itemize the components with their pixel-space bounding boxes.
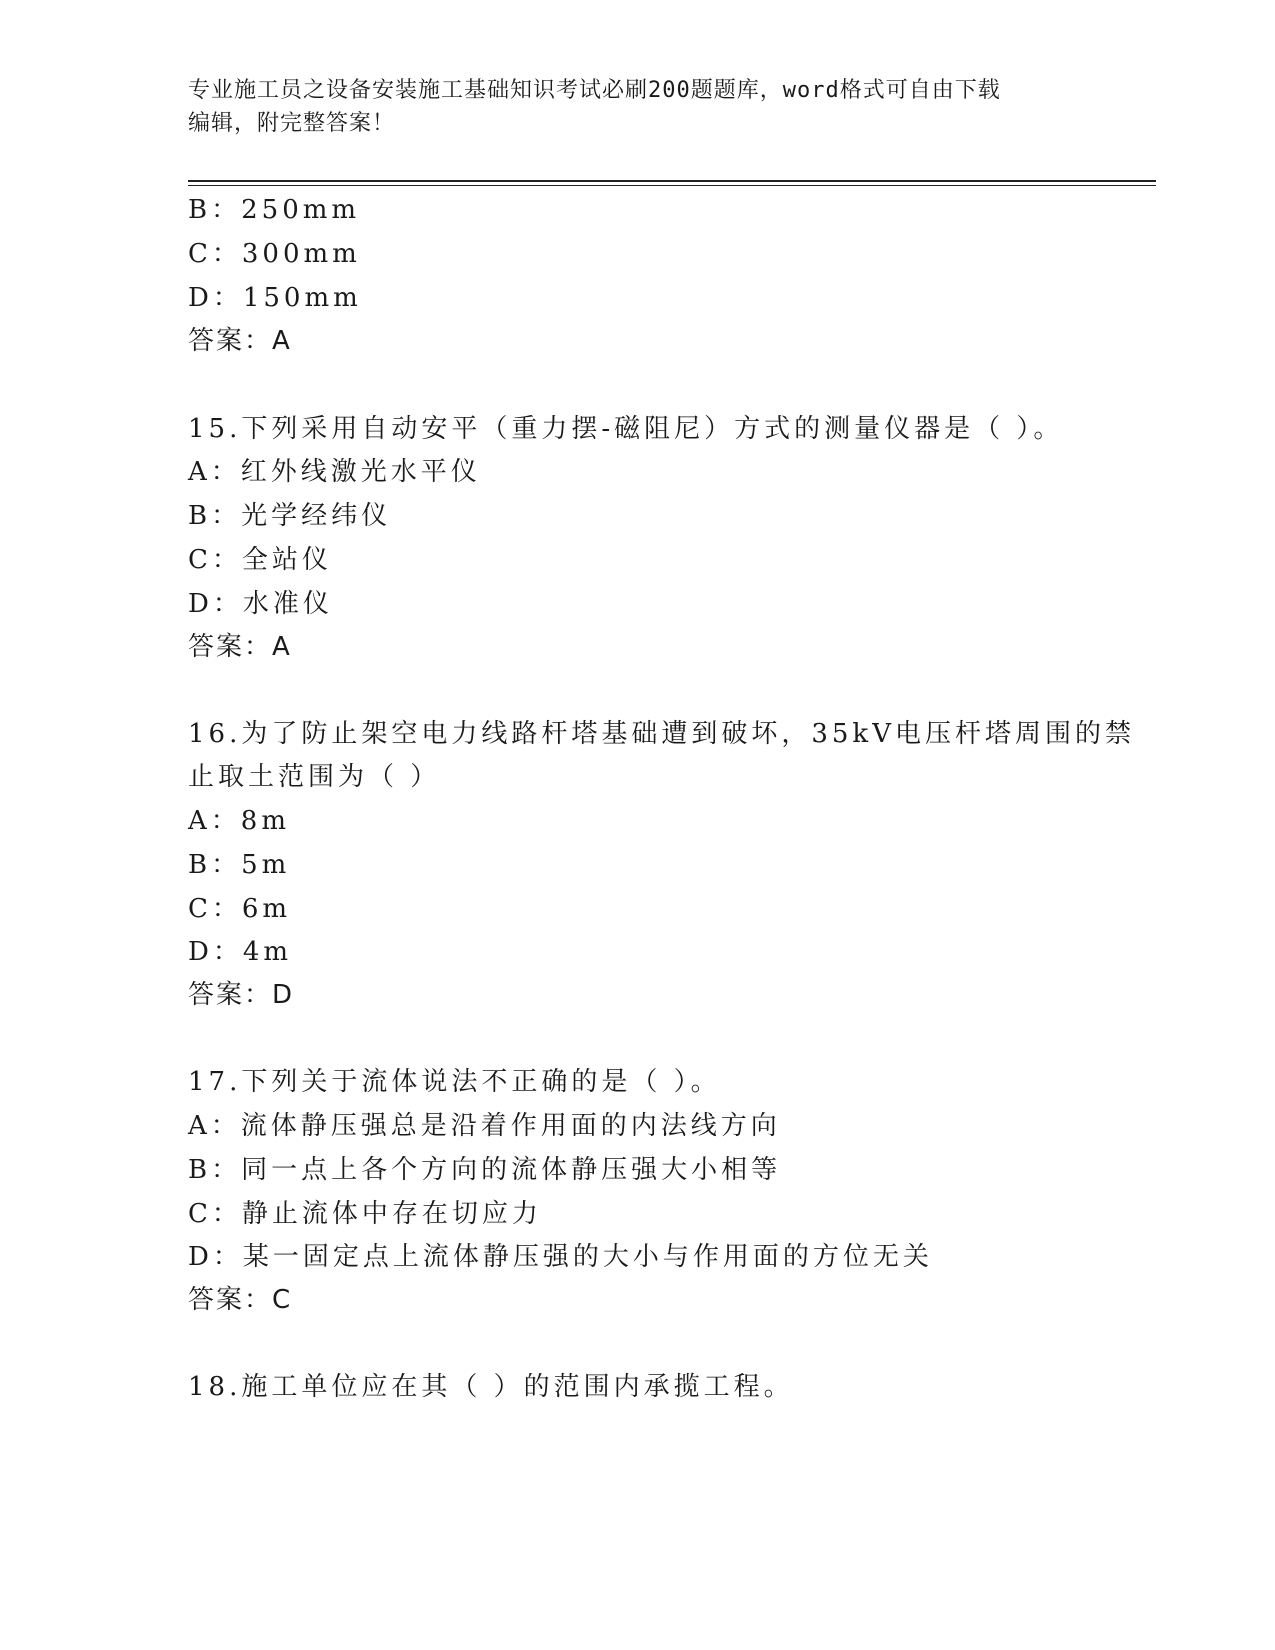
q16-option-a: A：8m [188, 806, 290, 836]
q16-question-line-2: 止取土范围为（ ） [188, 762, 441, 792]
q17-answer: 答案：C [188, 1285, 293, 1315]
q15-option-c: C：全站仪 [188, 545, 332, 575]
q14-option-b: B：250mm [188, 195, 361, 225]
q17-question: 17.下列关于流体说法不正确的是（ ）。 [188, 1067, 721, 1097]
q16-option-c: C：6m [188, 894, 292, 924]
q15-answer: 答案：A [188, 632, 292, 662]
q17-option-d: D：某一固定点上流体静压强的大小与作用面的方位无关 [188, 1242, 933, 1272]
header-title-line-1: 专业施工员之设备安装施工基础知识考试必刷200题题库，word格式可自由下载 [188, 78, 1001, 103]
header-divider-thin [188, 185, 1156, 186]
q14-answer: 答案：A [188, 326, 292, 356]
q14-option-c: C：300mm [188, 239, 361, 269]
q17-option-c: C：静止流体中存在切应力 [188, 1199, 542, 1229]
q15-option-d: D：水准仪 [188, 589, 333, 619]
q17-option-b: B：同一点上各个方向的流体静压强大小相等 [188, 1155, 782, 1185]
q15-option-b: B：光学经纬仪 [188, 501, 392, 531]
document-header [188, 74, 1068, 140]
q15-option-a: A：红外线激光水平仪 [188, 457, 481, 487]
header-divider-thick [188, 180, 1156, 182]
q15-question: 15.下列采用自动安平（重力摆-磁阻尼）方式的测量仪器是（ ）。 [188, 414, 1064, 444]
q16-answer: 答案：D [188, 980, 295, 1010]
q14-option-d: D：150mm [188, 283, 362, 313]
q16-option-b: B：5m [188, 850, 291, 880]
q16-question-line-1: 16.为了防止架空电力线路杆塔基础遭到破坏，35kV电压杆塔周围的禁 [188, 719, 1135, 749]
q16-option-d: D：4m [188, 937, 293, 967]
header-title-line-2: 编辑，附完整答案！ [188, 111, 396, 136]
q18-question: 18.施工单位应在其（ ）的范围内承揽工程。 [188, 1372, 794, 1402]
q17-option-a: A：流体静压强总是沿着作用面的内法线方向 [188, 1111, 781, 1141]
